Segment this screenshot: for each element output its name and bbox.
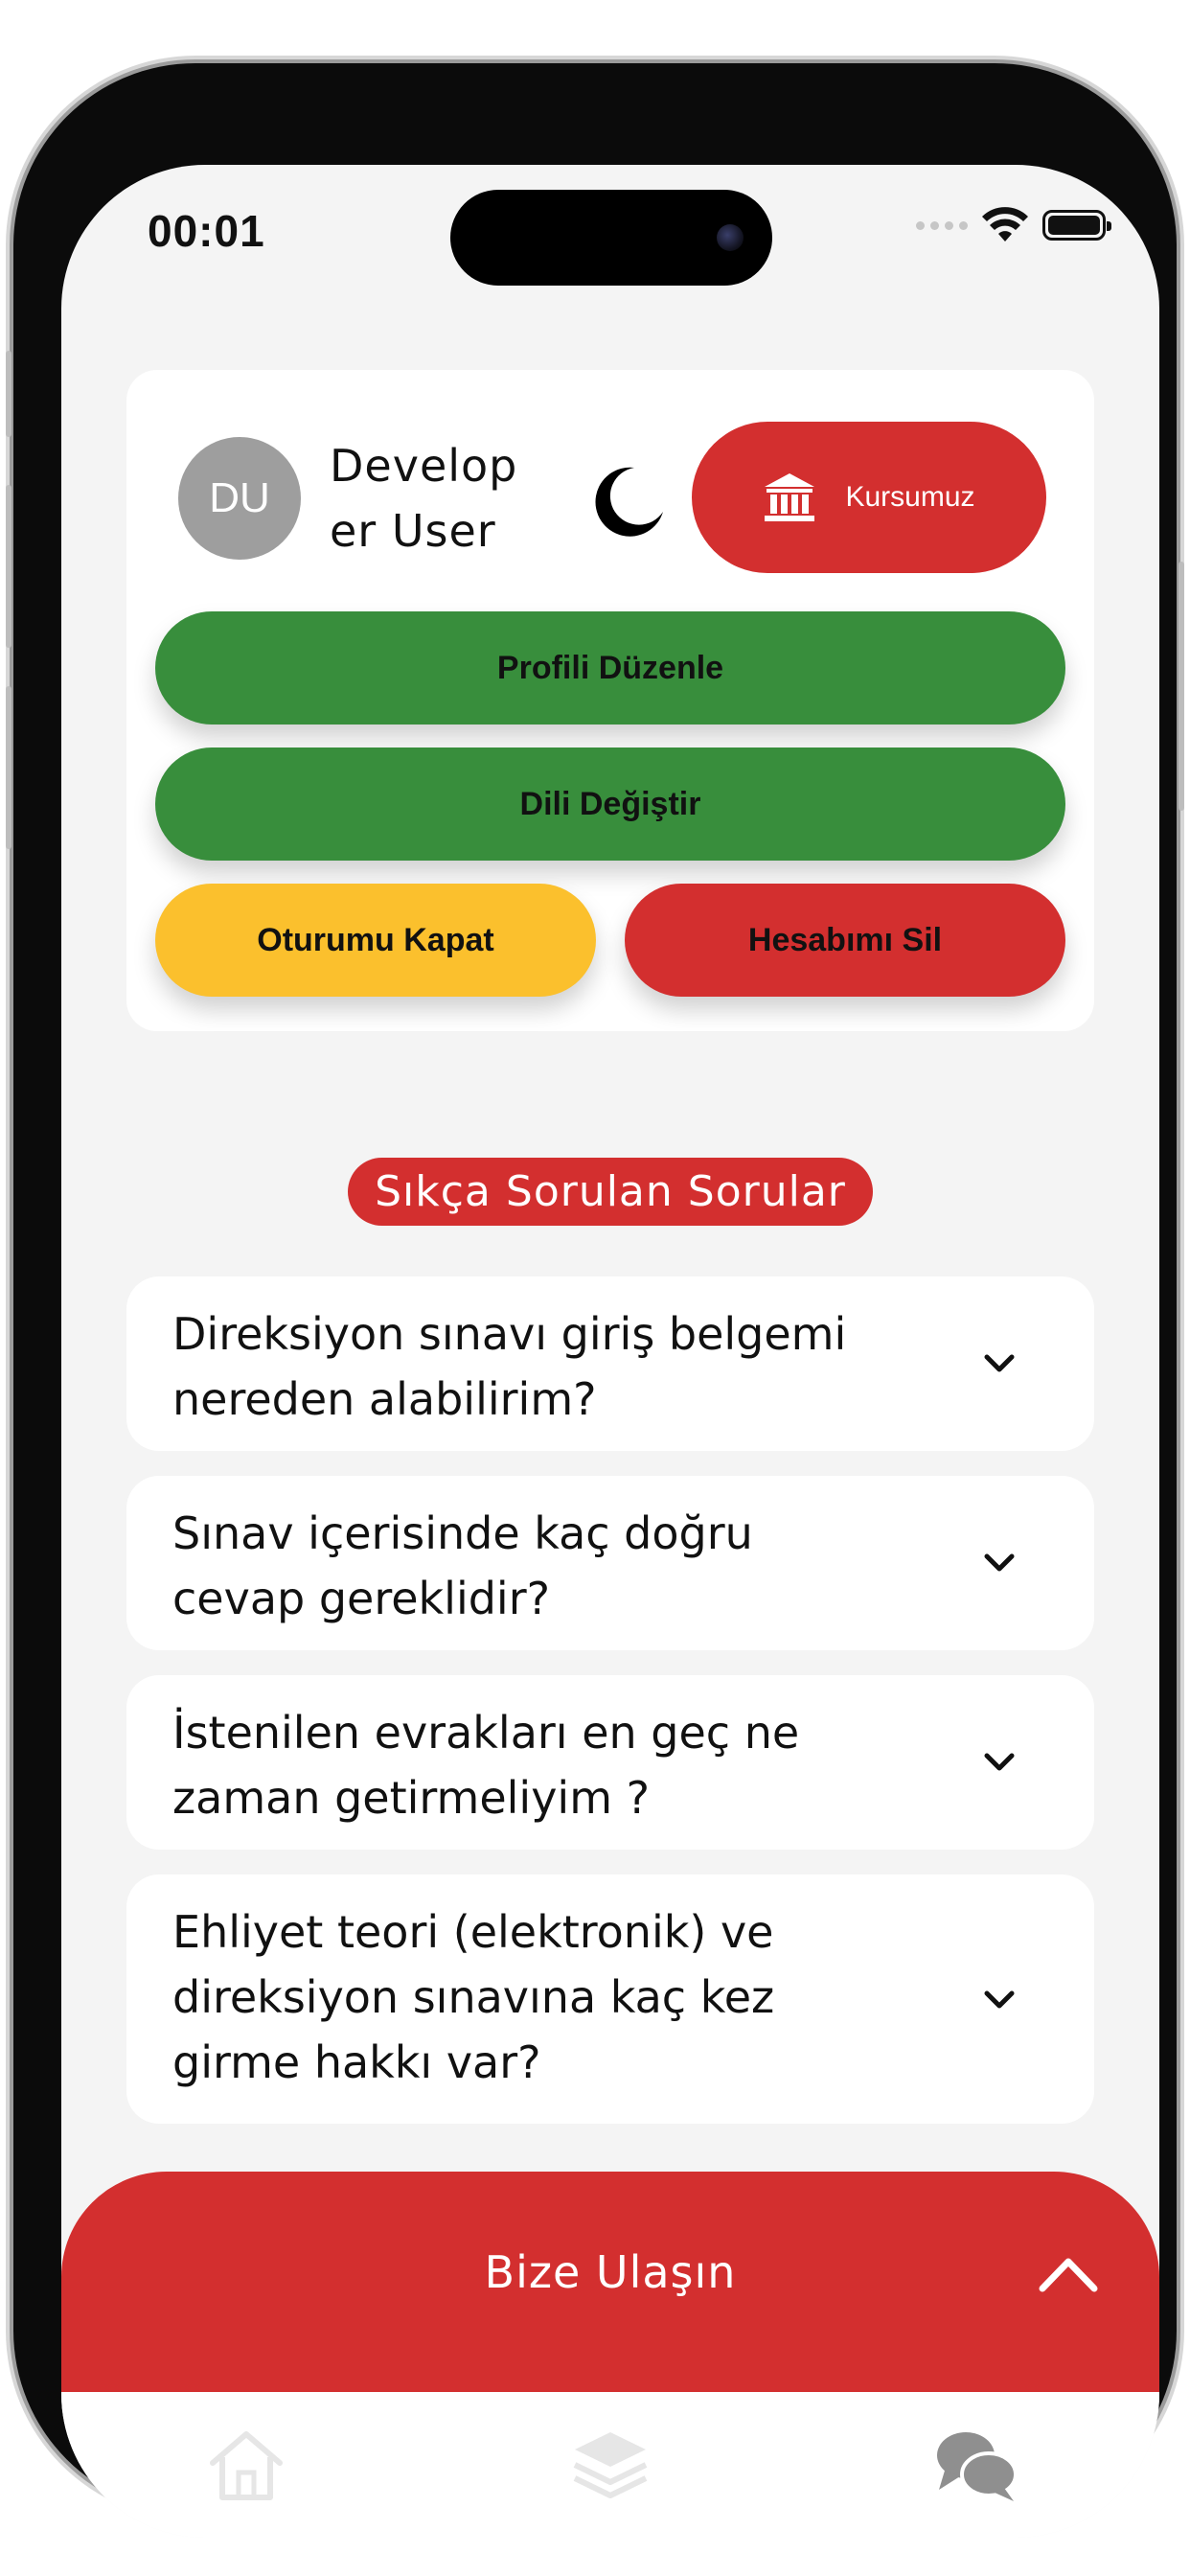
- layers-icon[interactable]: [567, 2426, 653, 2503]
- faq-question-line: nereden alabilirim?: [172, 1373, 597, 1425]
- faq-question-line: Ehliyet teori (elektronik) ve: [172, 1906, 774, 1958]
- phone-frame: [13, 63, 1177, 2513]
- faq-question-4: [172, 1899, 958, 2095]
- dynamic-island: [450, 190, 772, 286]
- chevron-down-icon[interactable]: [979, 1543, 1019, 1583]
- faq-question-line: zaman getirmeliyim ?: [172, 1772, 651, 1824]
- contact-sheet[interactable]: [61, 2172, 1159, 2392]
- user-name-line-1: Develop: [330, 440, 518, 492]
- faq-item-4[interactable]: [126, 1874, 1094, 2124]
- volume-down-button: [6, 686, 11, 849]
- battery-icon: [1042, 210, 1106, 241]
- change-language-button[interactable]: Dili Değiştir: [155, 748, 1065, 861]
- camera-icon: [717, 224, 744, 251]
- bottom-navigation: [61, 2392, 1159, 2538]
- wifi-icon: [981, 207, 1029, 243]
- moon-icon[interactable]: [590, 462, 667, 539]
- chevron-down-icon[interactable]: [979, 1980, 1019, 2020]
- faq-header: [61, 1158, 1159, 1226]
- edit-profile-button[interactable]: Profili Düzenle: [155, 611, 1065, 724]
- faq-item-3[interactable]: [126, 1675, 1094, 1850]
- faq-question-line: girme hakkı var?: [172, 2036, 541, 2088]
- faq-question-3: [172, 1700, 958, 1830]
- faq-question-2: [172, 1501, 958, 1631]
- faq-question-line: Direksiyon sınavı giriş belgemi: [172, 1308, 847, 1360]
- profile-card: [126, 370, 1094, 1031]
- chevron-up-icon[interactable]: [1035, 2250, 1102, 2298]
- volume-up-button: [6, 485, 11, 648]
- delete-account-button[interactable]: Hesabımı Sil: [625, 884, 1065, 997]
- faq-question-line: direksiyon sınavına kaç kez: [172, 1971, 775, 2023]
- user-name-line-2: er User: [330, 505, 496, 557]
- app-screen: [61, 165, 1159, 2538]
- logout-button[interactable]: Oturumu Kapat: [155, 884, 596, 997]
- status-bar: [61, 165, 1159, 299]
- signal-icon: [916, 221, 968, 230]
- chat-icon[interactable]: [933, 2426, 1019, 2503]
- faq-question-1: [172, 1301, 958, 1432]
- mute-switch: [6, 351, 11, 437]
- power-button: [1179, 562, 1184, 811]
- faq-question-line: Sınav içerisinde kaç doğru: [172, 1507, 753, 1559]
- faq-item-2[interactable]: [126, 1476, 1094, 1650]
- status-icons: [916, 207, 1106, 243]
- avatar[interactable]: DU: [178, 437, 301, 560]
- course-button[interactable]: [692, 422, 1046, 573]
- faq-question-line: İstenilen evrakları en geç ne: [172, 1707, 800, 1759]
- chevron-down-icon[interactable]: [979, 1344, 1019, 1384]
- bank-icon: [763, 472, 816, 523]
- chevron-down-icon[interactable]: [979, 1742, 1019, 1782]
- course-button-label: Kursumuz: [845, 481, 975, 513]
- contact-label: Bize Ulaşın: [484, 2246, 737, 2298]
- status-time: 00:01: [148, 206, 265, 256]
- user-name: [330, 433, 531, 564]
- faq-title: Sıkça Sorulan Sorular: [348, 1158, 873, 1226]
- faq-question-line: cevap gereklidir?: [172, 1573, 551, 1624]
- home-icon[interactable]: [203, 2426, 289, 2503]
- faq-item-1[interactable]: [126, 1276, 1094, 1451]
